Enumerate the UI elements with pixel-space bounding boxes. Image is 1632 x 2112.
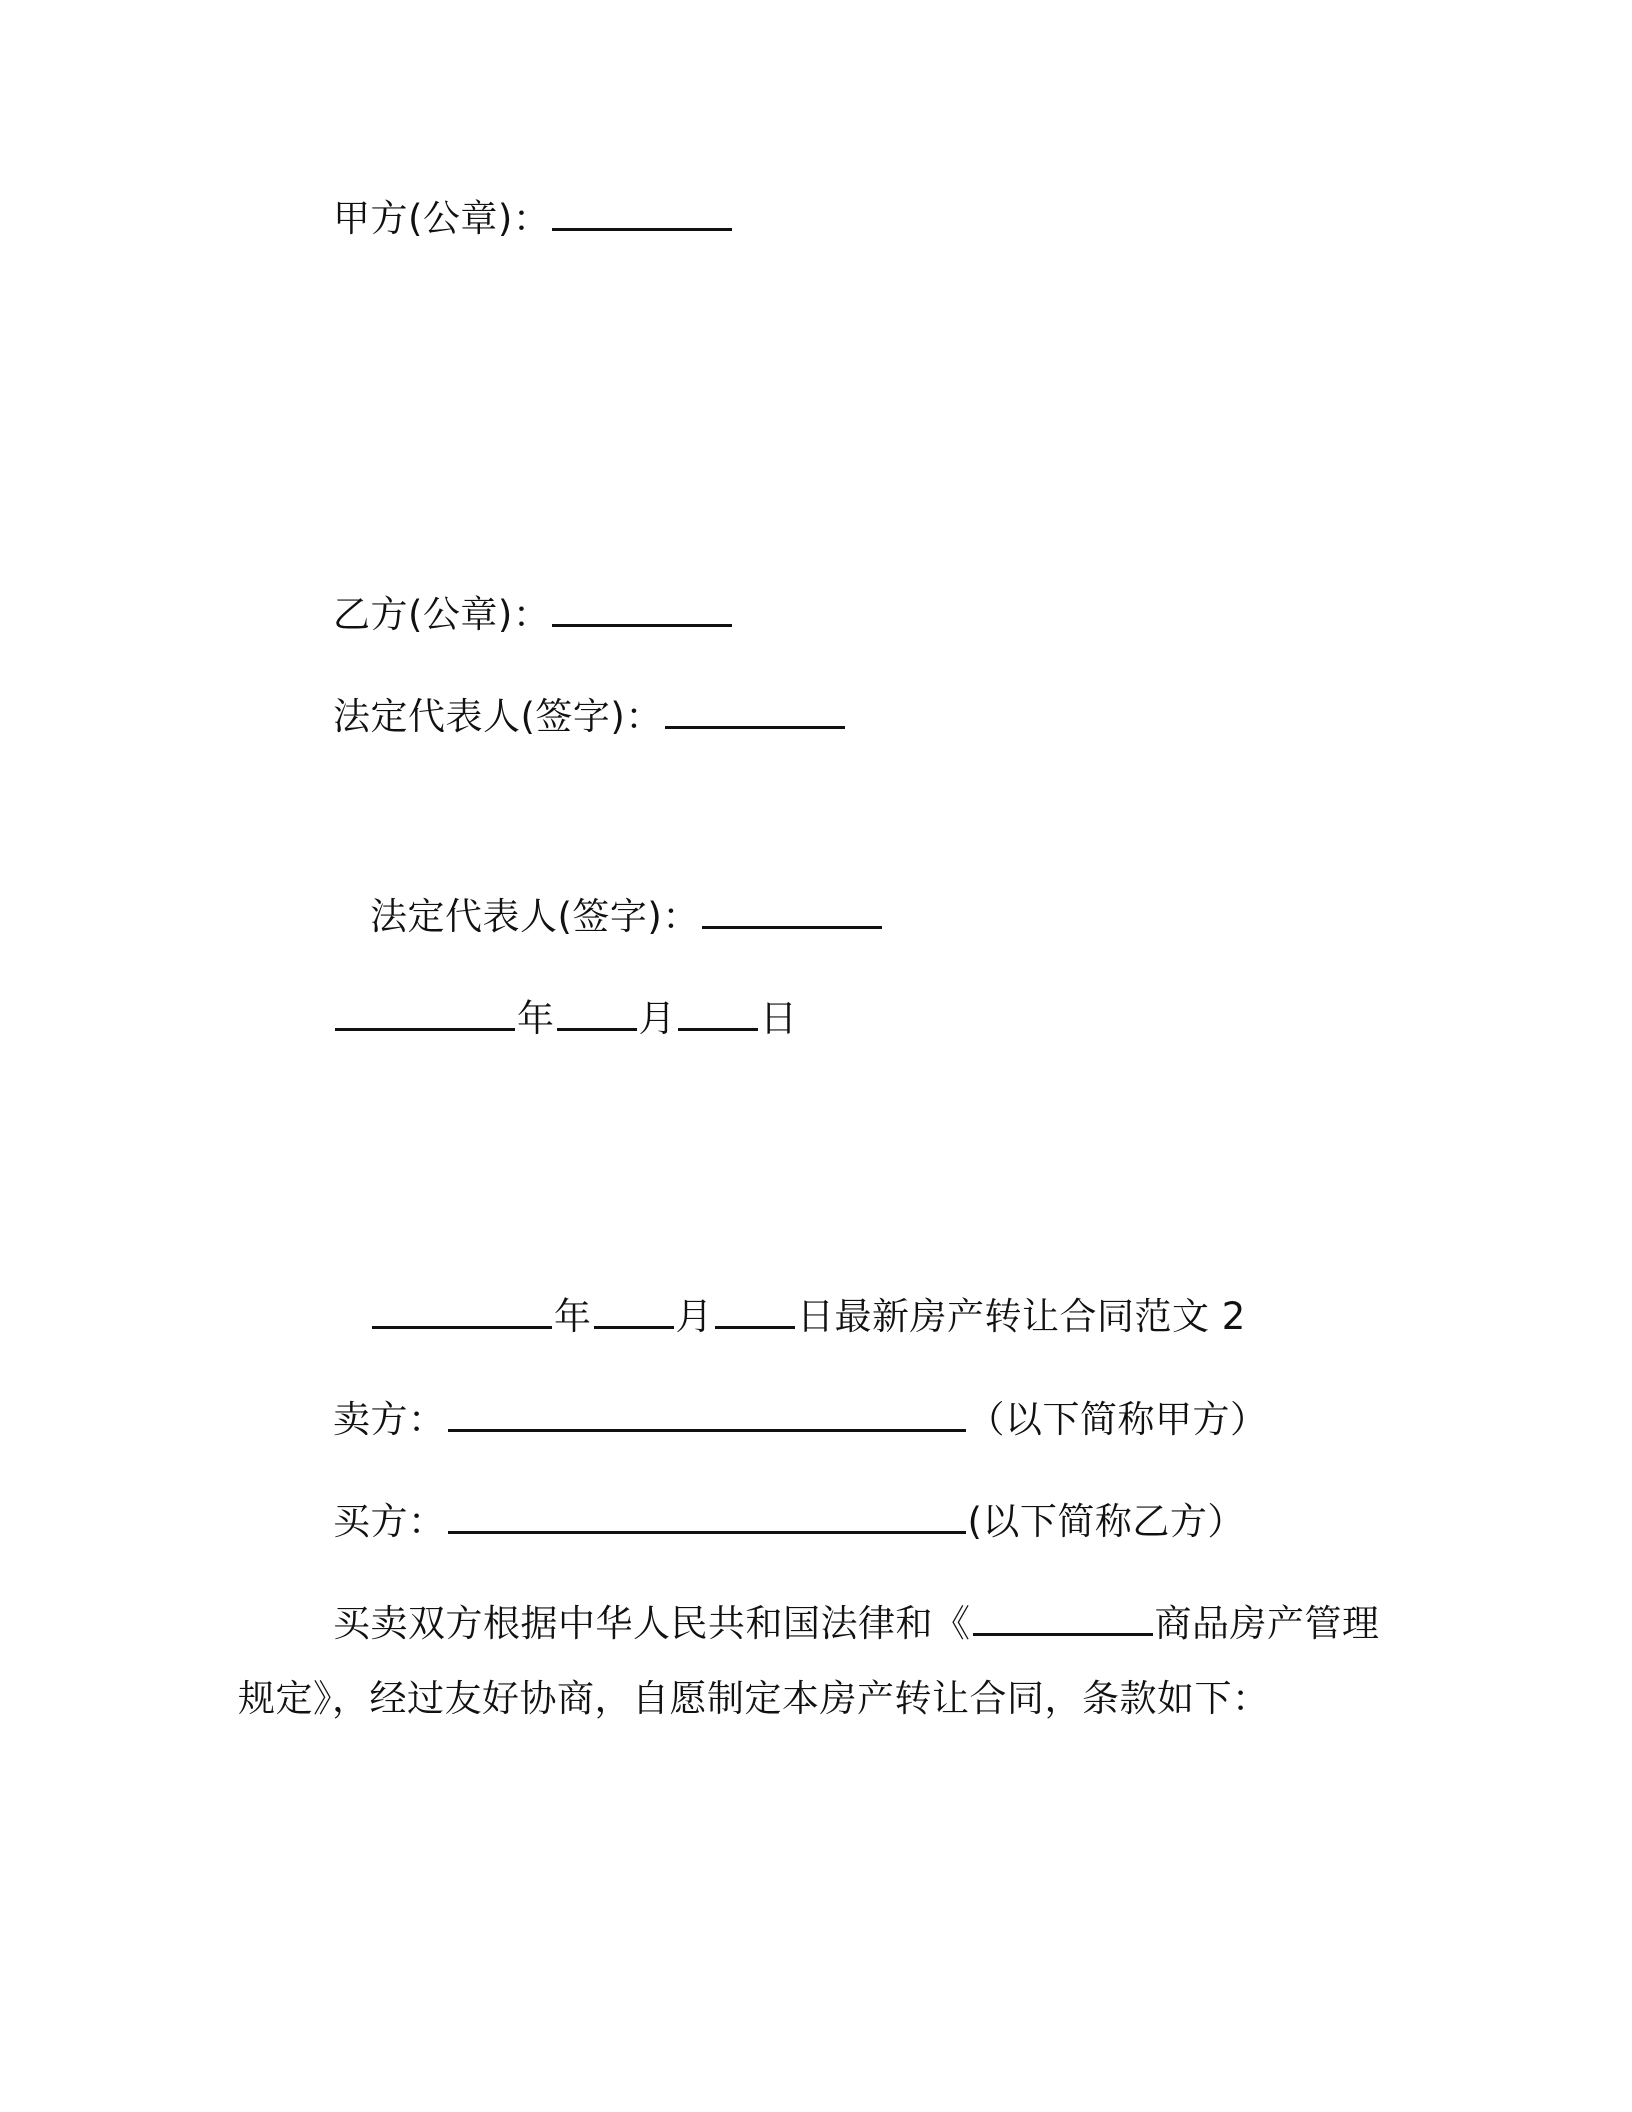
party-a-seal-line (333, 192, 734, 245)
preamble-line-1 (333, 1597, 1380, 1650)
preamble-end: 商品房产管理 (1154, 1602, 1380, 1645)
legal-rep-blank-1 (665, 690, 845, 729)
seller-line (333, 1393, 1268, 1446)
preamble-line-2 (238, 1673, 1270, 1725)
heading-year-label: 年 (554, 1295, 592, 1338)
date-day-blank (678, 992, 758, 1031)
party-b-seal-blank (552, 588, 732, 627)
buyer-suffix: (以下简称乙方） (967, 1500, 1245, 1543)
date-day-label: 日 (760, 997, 798, 1040)
legal-rep-label-1: 法定代表人(签字)： (333, 695, 663, 738)
legal-rep-line-1 (333, 690, 847, 743)
date-month-label: 月 (638, 997, 676, 1040)
party-b-seal-line (333, 588, 734, 641)
buyer-label: 买方： (333, 1500, 446, 1543)
heading-month-blank (594, 1290, 674, 1329)
date-month-blank (557, 992, 637, 1031)
legal-rep-label-2: 法定代表人(签字)： (370, 895, 700, 938)
date-year-label: 年 (517, 997, 555, 1040)
date-line (333, 992, 798, 1045)
party-a-seal-blank (552, 192, 732, 231)
seller-label: 卖方： (333, 1398, 446, 1441)
party-a-seal-label: 甲方(公章)： (333, 197, 551, 240)
seller-suffix: （以下简称甲方） (967, 1398, 1268, 1441)
preamble-line-2-text: 规定》，经过友好协商，自愿制定本房产转让合同，条款如下： (238, 1677, 1270, 1720)
heading-year-blank (372, 1290, 552, 1329)
heading-month-label: 月 (675, 1295, 713, 1338)
contract-heading (370, 1290, 1246, 1343)
heading-day-blank (715, 1290, 795, 1329)
regulation-name-blank (973, 1597, 1153, 1636)
seller-blank (448, 1393, 966, 1432)
preamble-start: 买卖双方根据中华人民共和国法律和《 (333, 1602, 971, 1645)
party-b-seal-label: 乙方(公章)： (333, 593, 551, 636)
date-year-blank (335, 992, 515, 1031)
legal-rep-blank-2 (702, 890, 882, 929)
legal-rep-line-2 (370, 890, 884, 943)
buyer-blank (448, 1495, 966, 1534)
heading-title: 日最新房产转让合同范文 2 (797, 1295, 1246, 1338)
buyer-line (333, 1495, 1245, 1548)
